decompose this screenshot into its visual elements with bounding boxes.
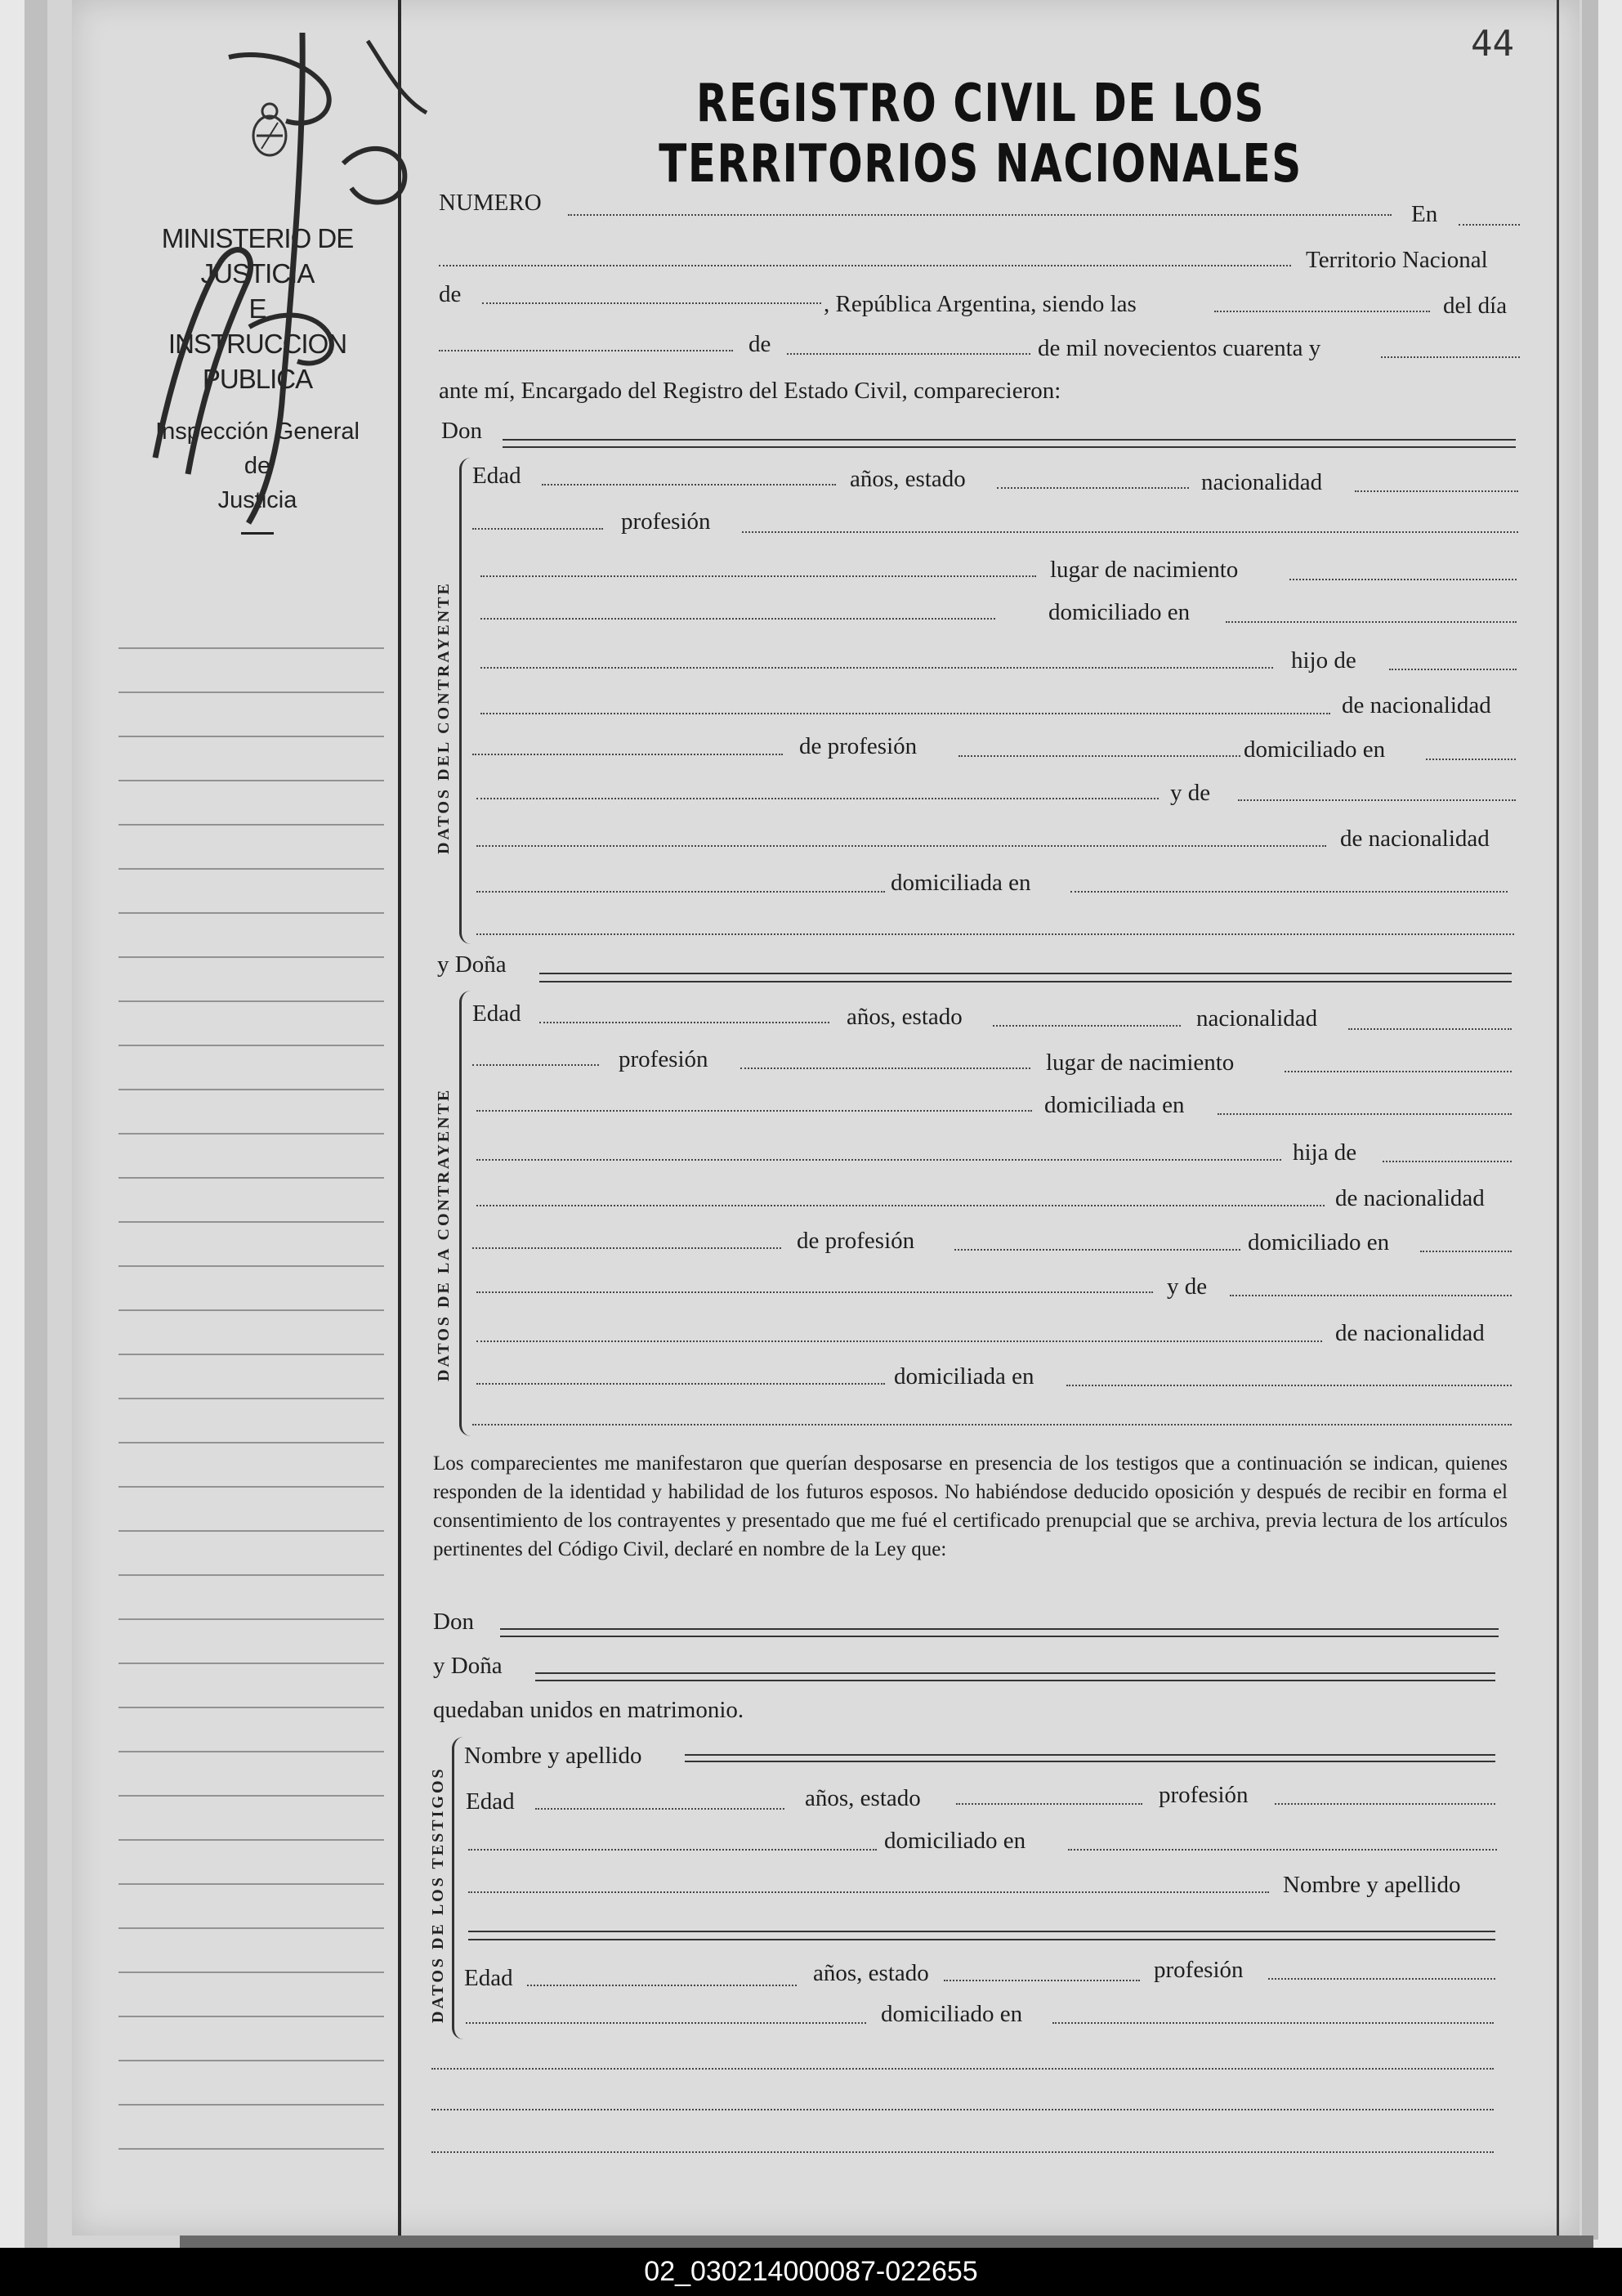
- bride-hija-label: hija de: [1293, 1139, 1357, 1166]
- witness1-profesion-field[interactable]: [1275, 1803, 1495, 1805]
- witness-side-label: DATOS DE LOS TESTIGOS: [429, 1766, 447, 2023]
- bride-madre-field[interactable]: [1230, 1295, 1512, 1296]
- union-bride-field[interactable]: [535, 1672, 1495, 1674]
- witness2-nombre-field[interactable]: [468, 1931, 1495, 1932]
- del-dia-label: del día: [1443, 293, 1508, 319]
- groom-madre-field[interactable]: [1238, 799, 1516, 801]
- stamp-line-6: Justicia: [217, 487, 297, 513]
- hour-field[interactable]: [1214, 311, 1430, 312]
- en-field[interactable]: [1459, 224, 1520, 226]
- bride-nacionalidad-field[interactable]: [1348, 1028, 1512, 1030]
- en-label: En: [1411, 201, 1438, 227]
- witness2-dom-label: domiciliado en: [881, 2001, 1023, 2027]
- groom-hijo-label: hijo de: [1291, 647, 1356, 674]
- stamp-line-3: INSTRUCCION PUBLICA: [168, 329, 347, 394]
- groom-padre-prof-label: de profesión: [799, 733, 918, 759]
- groom-madre-line-field[interactable]: [476, 845, 1326, 847]
- bride-domicilio-field[interactable]: [1218, 1113, 1512, 1115]
- union-quedaban: quedaban unidos en matrimonio.: [433, 1697, 744, 1723]
- groom-padre-nac-label: de nacionalidad: [1342, 692, 1491, 718]
- bride-name-field[interactable]: [539, 973, 1512, 974]
- bride-side-label: DATOS DE LA CONTRAYENTE: [435, 1087, 453, 1381]
- bride-edad-label: Edad: [472, 1000, 521, 1027]
- witness1-dom-field[interactable]: [1068, 1849, 1497, 1851]
- groom-edad-label: Edad: [472, 463, 521, 489]
- stamp-line-2: E: [248, 293, 266, 324]
- witness2-edad-label: Edad: [464, 1965, 513, 1991]
- groom-prof-pre-field[interactable]: [472, 528, 603, 530]
- groom-madre-pre-field[interactable]: [476, 798, 1159, 799]
- union-bride-underline: [535, 1680, 1495, 1681]
- groom-madre-nac-label: de nacionalidad: [1340, 826, 1490, 852]
- groom-lugar-label: lugar de nacimiento: [1050, 557, 1239, 583]
- bride-padre-prof-label: de profesión: [797, 1228, 915, 1254]
- witness2-dom-pre-field[interactable]: [466, 2022, 866, 2024]
- groom-side-label: DATOS DEL CONTRAYENTE: [435, 581, 453, 854]
- groom-madre-dom-field[interactable]: [1070, 891, 1508, 893]
- groom-padre-prof-pre-field[interactable]: [472, 754, 783, 755]
- extra-line-1[interactable]: [431, 2068, 1494, 2070]
- bride-estado-label: años, estado: [847, 1004, 963, 1030]
- bride-lugar-label: lugar de nacimiento: [1046, 1050, 1235, 1076]
- groom-estado-field[interactable]: [997, 487, 1189, 489]
- dona-label: y Doña: [437, 951, 507, 978]
- groom-domicilio-field[interactable]: [1226, 621, 1517, 623]
- right-rule: [1557, 0, 1559, 2236]
- union-groom-field[interactable]: [500, 1628, 1499, 1630]
- republica-label: , República Argentina, siendo las: [824, 291, 1137, 317]
- groom-bracket: [459, 458, 471, 944]
- bride-domicilio-label: domiciliada en: [1044, 1092, 1185, 1118]
- bride-edad-field[interactable]: [539, 1022, 829, 1023]
- bride-padre-dom-field[interactable]: [1420, 1251, 1512, 1252]
- bride-domicilio-pre-field[interactable]: [476, 1110, 1032, 1112]
- witness1-edad-field[interactable]: [535, 1808, 784, 1810]
- groom-hijo-pre-field[interactable]: [480, 667, 1273, 669]
- don-label: Don: [441, 418, 482, 444]
- bride-padre-dom-label: domiciliado en: [1248, 1229, 1390, 1255]
- groom-nacionalidad-field[interactable]: [1355, 490, 1518, 492]
- groom-lugar-field[interactable]: [1289, 579, 1517, 580]
- bride-madre-pre-field[interactable]: [476, 1291, 1153, 1293]
- extra-line-3[interactable]: [431, 2151, 1494, 2153]
- bride-nacionalidad-label: nacionalidad: [1196, 1005, 1318, 1032]
- bride-hija-field[interactable]: [1383, 1161, 1512, 1162]
- bride-padre-nac-label: de nacionalidad: [1335, 1185, 1485, 1211]
- witness2-profesion-field[interactable]: [1268, 1978, 1495, 1980]
- ante-mi-label: ante mí, Encargado del Registro del Estado Civil, comparecieron:: [439, 378, 1061, 404]
- groom-estado-label: años, estado: [850, 466, 966, 492]
- witness1-nombre-field[interactable]: [685, 1754, 1495, 1756]
- witness2-nombre-label: Nombre y apellido: [1283, 1872, 1461, 1898]
- territory-name-field[interactable]: [482, 302, 821, 304]
- bride-madre-dom-pre-field[interactable]: [476, 1383, 885, 1385]
- bride-madre-line-field[interactable]: [476, 1340, 1322, 1342]
- witness-bracket: [452, 1737, 464, 2039]
- groom-hijo-field[interactable]: [1389, 669, 1517, 670]
- witness1-dom-label: domiciliado en: [884, 1828, 1026, 1854]
- witness1-estado-field[interactable]: [956, 1803, 1142, 1805]
- groom-nacionalidad-label: nacionalidad: [1201, 469, 1323, 495]
- bride-bracket: [459, 991, 471, 1436]
- witness1-estado-label: años, estado: [805, 1785, 921, 1811]
- bride-profesion-label: profesión: [619, 1046, 708, 1072]
- groom-padre-dom-label: domiciliado en: [1244, 736, 1386, 763]
- page-title: REGISTRO CIVIL DE LOS TERRITORIOS NACIONALES: [659, 74, 1303, 195]
- de2-label: de: [748, 331, 771, 357]
- witness1-nombre-label: Nombre y apellido: [464, 1743, 642, 1769]
- bride-madre-dom-field[interactable]: [1066, 1385, 1512, 1386]
- witness2-nombre-underline: [468, 1939, 1495, 1940]
- bride-padre-field[interactable]: [476, 1205, 1325, 1206]
- month-field[interactable]: [787, 353, 1030, 355]
- bride-prof-pre-field[interactable]: [472, 1064, 599, 1066]
- margin-ruled-lines: [118, 605, 384, 2166]
- witness1-dom-pre-field[interactable]: [468, 1849, 877, 1851]
- bride-estado-field[interactable]: [993, 1025, 1181, 1027]
- numero-field[interactable]: [568, 214, 1392, 216]
- witness2-edad-field[interactable]: [527, 1985, 797, 1986]
- groom-madre-dom-pre-field[interactable]: [476, 891, 885, 893]
- groom-lugar-pre-field[interactable]: [480, 575, 1036, 577]
- de-label: de: [439, 281, 462, 307]
- witness1-nombre-underline: [685, 1761, 1495, 1762]
- extra-line-2[interactable]: [431, 2109, 1494, 2110]
- bride-extra-field[interactable]: [472, 1424, 1512, 1425]
- day-field[interactable]: [439, 350, 733, 351]
- footer-id: 02_030214000087-022655: [644, 2256, 978, 2287]
- groom-madre-dom-label: domiciliada en: [891, 870, 1031, 896]
- union-dona-label: y Doña: [433, 1653, 503, 1679]
- bride-name-underline: [539, 981, 1512, 982]
- witness1-extra-field[interactable]: [468, 1891, 1269, 1893]
- groom-y-de-label: y de: [1170, 780, 1211, 806]
- groom-domicilio-label: domiciliado en: [1048, 599, 1191, 625]
- mil-label: de mil novecientos cuarenta y: [1038, 335, 1321, 361]
- page-number: 44: [1471, 23, 1514, 65]
- bride-madre-dom-label: domiciliada en: [894, 1363, 1034, 1390]
- groom-domicilio-pre-field[interactable]: [480, 618, 995, 620]
- groom-padre-field[interactable]: [480, 713, 1330, 714]
- union-groom-underline: [500, 1636, 1499, 1637]
- binding-edge-right: [1582, 0, 1598, 2240]
- bride-madre-nac-label: de nacionalidad: [1335, 1320, 1485, 1346]
- groom-profesion-field[interactable]: [742, 531, 1518, 533]
- witness2-dom-field[interactable]: [1052, 2022, 1494, 2024]
- bride-profesion-field[interactable]: [740, 1067, 1030, 1069]
- groom-edad-field[interactable]: [542, 484, 836, 486]
- year-field[interactable]: [1381, 356, 1520, 358]
- witness1-edad-label: Edad: [466, 1788, 515, 1815]
- bride-hija-pre-field[interactable]: [476, 1159, 1281, 1161]
- witness1-profesion-label: profesión: [1159, 1782, 1249, 1808]
- groom-profesion-label: profesión: [621, 508, 711, 535]
- groom-extra-field[interactable]: [476, 933, 1514, 935]
- groom-name-underline: [503, 446, 1516, 448]
- witness2-estado-field[interactable]: [944, 1980, 1140, 1981]
- bride-y-de-label: y de: [1167, 1273, 1208, 1300]
- witness2-estado-label: años, estado: [813, 1960, 929, 1986]
- groom-padre-prof-field[interactable]: [958, 755, 1240, 757]
- territorio-label: Territorio Nacional: [1306, 247, 1488, 273]
- groom-padre-dom-field[interactable]: [1426, 759, 1516, 760]
- bride-padre-prof-pre-field[interactable]: [472, 1247, 781, 1249]
- stamp-line-1: MINISTERIO DE JUSTICIA: [161, 223, 354, 289]
- territory-field[interactable]: [439, 265, 1291, 266]
- stamp-line-4: Inspección General: [155, 418, 360, 445]
- declaration-paragraph: Los comparecientes me manifestaron que querían desposarse en presencia de los testigos que a continuación se indican, quienes responden de la identidad y habilidad de los futuros esposos. No habiéndose deducido oposición y después de recibir en forma el consentimiento de los contrayentes y presentado que me fué el certificado prenupcial que se archiva, previa lectura de los artículos pertinentes del Código Civil, declaré en nombre de la Ley que:: [433, 1452, 1508, 1560]
- bride-padre-prof-field[interactable]: [954, 1249, 1240, 1251]
- stamp-line-5: de: [244, 453, 271, 479]
- union-don-label: Don: [433, 1609, 474, 1635]
- witness2-profesion-label: profesión: [1154, 1957, 1244, 1983]
- numero-label: NUMERO: [439, 190, 542, 216]
- binding-edge-left: [25, 0, 49, 2256]
- groom-name-field[interactable]: [503, 439, 1516, 441]
- bride-lugar-field[interactable]: [1285, 1071, 1512, 1072]
- handwritten-signature: [123, 16, 433, 589]
